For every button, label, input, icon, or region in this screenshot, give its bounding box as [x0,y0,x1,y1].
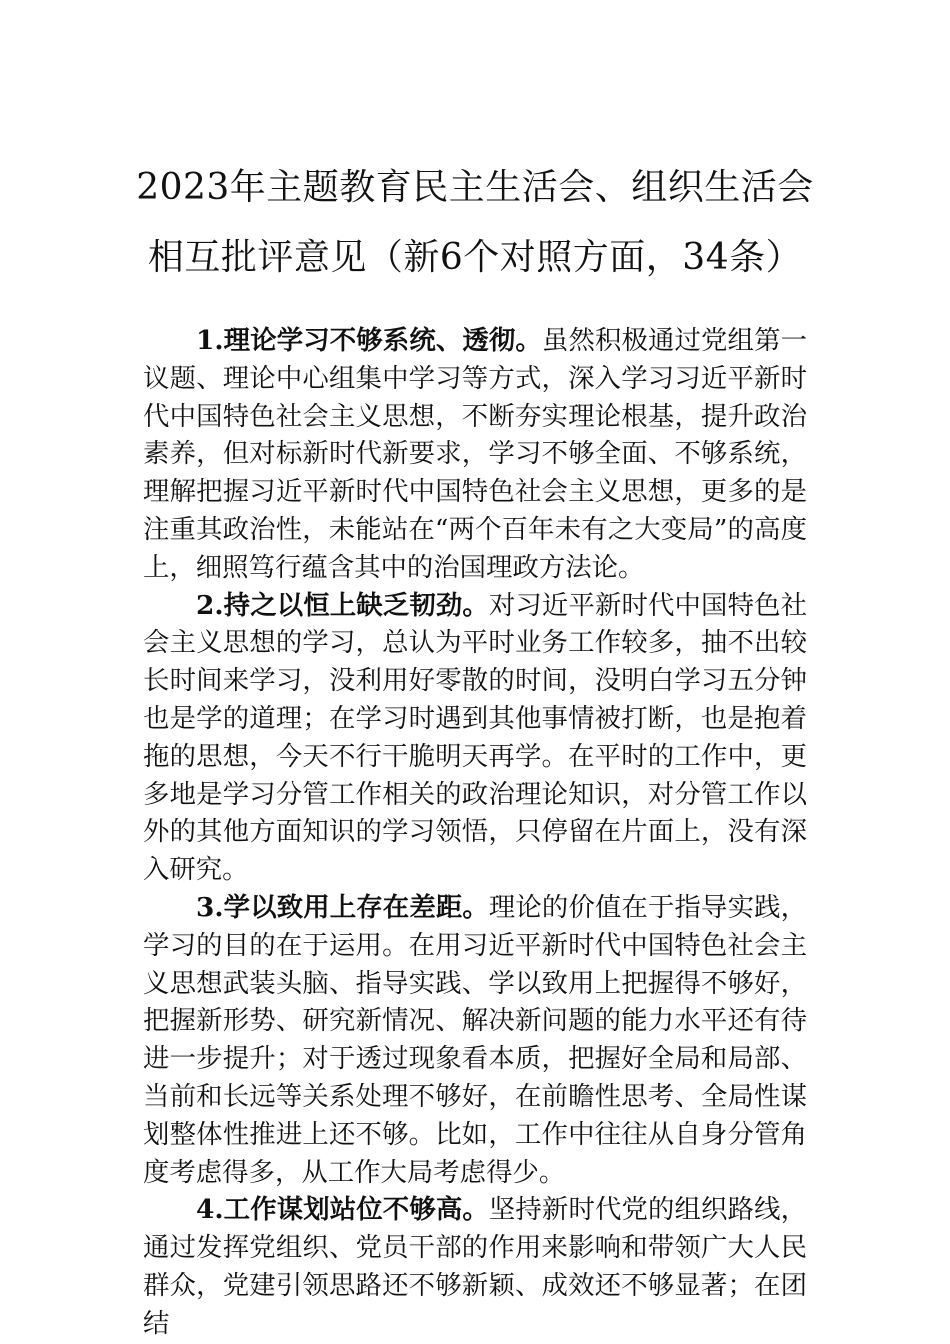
paragraph-3-heading: 3.学以致用上存在差距。 [196,891,489,923]
document-body [143,322,807,1343]
paragraph-1 [143,322,807,587]
paragraph-4-text: 坚持新时代党的组织路线，通过发挥党组织、党员干部的作用来影响和带领广大人民群众，党建引领思路还不够新颖、成效还不够显著；在团结 [143,1194,807,1339]
paragraph-2-text: 对习近平新时代中国特色社会主义思想的学习，总认为平时业务工作较多，抽不出较长时间来学习，没利用好零散的时间，没明白学习五分钟也是学的道理；在学习时遇到其他事情被打断，也是抱着拖的思想，今天不行干脆明天再学。在平时的工作中，更多地是学习分管工作相关的政治理论知识，对分管工作以外的其他方面知识的学习领悟，只停留在片面上，没有深入研究。 [143,589,807,886]
paragraph-3 [143,889,807,1191]
document-title-line-2: 相互批评意见（新6个对照方面，34条） [147,237,803,278]
paragraph-1-text: 虽然积极通过党组第一议题、理论中心组集中学习等方式，深入学习习近平新时代中国特色社会主义思想，不断夯实理论根基，提升政治素养，但对标新时代新要求，学习不够全面、不够系统，理解把握习近平新时代中国特色社会主义思想，更多的是注重其政治性，未能站在“两个百年未有之大变局”的高度上，细照笃行蕴含其中的治国理政方法论。 [143,325,807,583]
paragraph-4 [143,1191,807,1342]
document-title-line-1: 2023年主题教育民主生活会、组织生活会 [136,167,814,208]
paragraph-2-heading: 2.持之以恒上缺乏韧劲。 [196,589,489,621]
paragraph-2 [143,587,807,889]
paragraph-1-heading: 1.理论学习不够系统、透彻。 [196,325,542,356]
paragraph-3-text: 理论的价值在于指导实践，学习的目的在于运用。在用习近平新时代中国特色社会主义思想武装头脑、指导实践、学以致用上把握得不够好，把握新形势、研究新情况、解决新问题的能力水平还有待进一步提升；对于透过现象看本质，把握好全局和局部、当前和长远等关系处理不够好，在前瞻性思考、全局性谋划整体性推进上还不够。比如，工作中往往从自身分管角度考虑得多，从工作大局考虑得少。 [143,891,807,1188]
paragraph-4-heading: 4.工作谋划站位不够高。 [196,1194,489,1226]
